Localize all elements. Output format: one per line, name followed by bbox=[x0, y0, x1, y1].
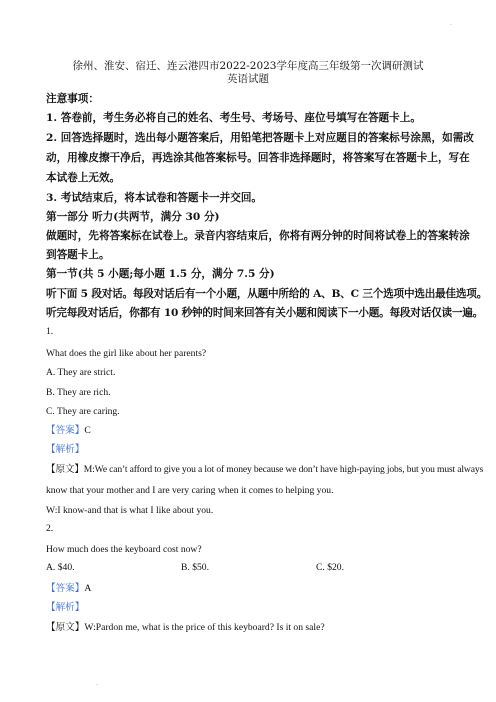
answer-tag: 【答案】 bbox=[46, 425, 85, 436]
corner-mark: . bbox=[96, 680, 98, 687]
part-heading: 第一部分 听力(共两节，满分 30 分) bbox=[46, 211, 220, 223]
option-b: B. $50. bbox=[181, 562, 209, 573]
question-number: 2. bbox=[46, 523, 54, 534]
answer-value: C bbox=[84, 425, 91, 436]
option-a: A. They are strict. bbox=[46, 367, 116, 378]
section-instruction: 听完每段对话后，你都有 10 秒钟的时间来回答有关小题和阅读下一小题。每段对话仅读一遍。 bbox=[46, 307, 484, 319]
transcript-line bbox=[46, 621, 456, 635]
transcript-line bbox=[46, 463, 484, 477]
question-text: What does the girl like about her parents? bbox=[46, 348, 207, 359]
transcript-text: W:Pardon me, what is the price of this keyboard? Is it on sale? bbox=[84, 622, 325, 633]
transcript-text: know that your mother and I are very caring when it comes to helping you. bbox=[46, 485, 334, 496]
corner-mark: . bbox=[450, 20, 452, 27]
notice-line: 2. 回答选择题时，选出每小题答案后，用铅笔把答题卡上对应题目的答案标号涂黑，如需改 bbox=[46, 132, 474, 144]
notice-line: 1. 答卷前，考生务必将自己的姓名、考生号、考场号、座位号填写在答题卡上。 bbox=[46, 112, 421, 124]
analysis-tag: 【解析】 bbox=[46, 602, 85, 613]
exam-title: 徐州、淮安、宿迁、连云港四市2022-2023学年度高三年级第一次调研测试 bbox=[72, 60, 424, 72]
option-c: C. $20. bbox=[316, 562, 344, 573]
answer-tag: 【答案】 bbox=[46, 583, 85, 594]
transcript-tag: 【原文】 bbox=[46, 464, 84, 475]
answer-line bbox=[46, 424, 456, 438]
section-instruction: 听下面 5 段对话。每段对话后有一个小题，从题中所给的 A、B、C 三个选项中选出最佳选项。 bbox=[46, 288, 488, 300]
part-instruction: 做题时，先将答案标在试卷上。录音内容结束后，你将有两分钟的时间将试卷上的答案转涂 bbox=[46, 230, 470, 242]
answer-line bbox=[46, 582, 456, 596]
option-b: B. They are rich. bbox=[46, 387, 111, 398]
transcript-text: W:I know-and that is what I like about you. bbox=[46, 505, 214, 516]
transcript-text: M:We can’t afford to give you a lot of money because we don’t have high-paying jobs, but you must always bbox=[83, 464, 484, 475]
transcript-tag: 【原文】 bbox=[46, 622, 85, 633]
answer-value: A bbox=[84, 583, 92, 594]
section-heading: 第一节(共 5 小题;每小题 1.5 分，满分 7.5 分) bbox=[46, 268, 275, 280]
notice-heading: 注意事项： bbox=[46, 93, 99, 105]
notice-line: 3. 考试结束后，将本试卷和答题卡一并交回。 bbox=[46, 192, 263, 204]
question-text: How much does the keyboard cost now? bbox=[46, 544, 202, 555]
question-number: 1. bbox=[46, 326, 54, 337]
option-a: A. $40. bbox=[46, 562, 75, 573]
exam-subtitle: 英语试题 bbox=[227, 73, 269, 85]
notice-line: 本试卷上无效。 bbox=[46, 172, 121, 184]
notice-line: 动，用橡皮擦干净后，再选涂其他答案标号。回答非选择题时，将答案写在答题卡上，写在 bbox=[46, 152, 470, 164]
analysis-tag: 【解析】 bbox=[46, 444, 85, 455]
part-instruction: 到答题卡上。 bbox=[46, 249, 110, 261]
option-c: C. They are caring. bbox=[46, 406, 120, 417]
